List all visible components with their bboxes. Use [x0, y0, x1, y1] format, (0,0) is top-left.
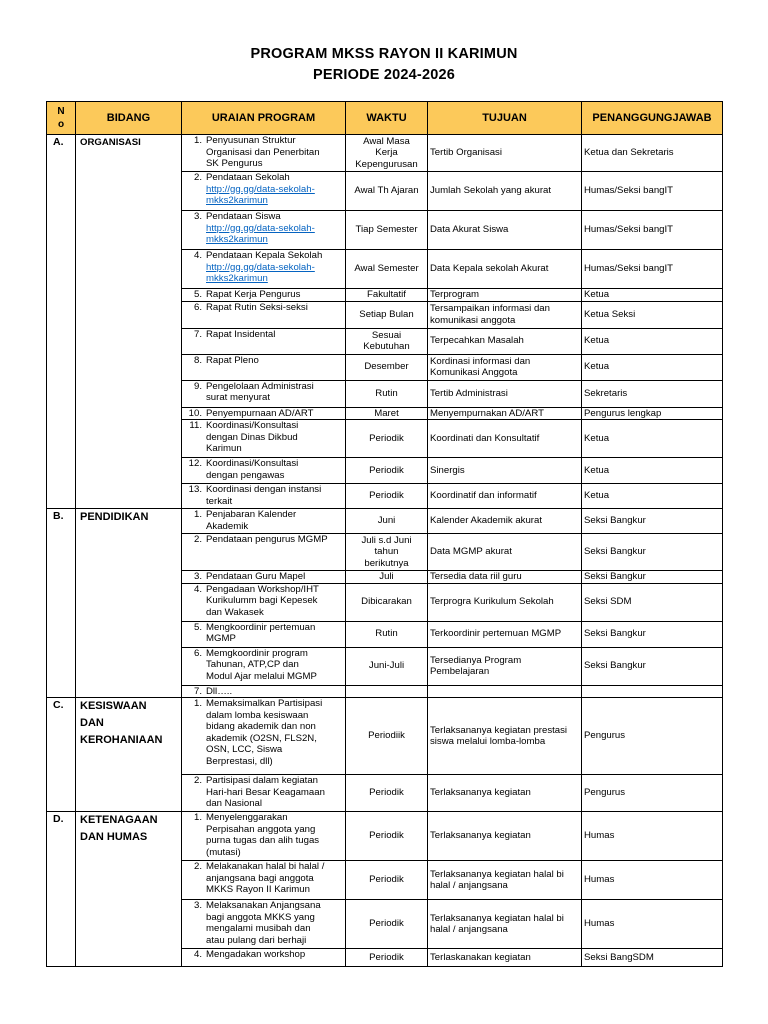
header-bidang: BIDANG: [76, 102, 182, 135]
penanggungjawab-cell: Ketua Seksi: [582, 301, 723, 328]
program-number: 4.: [193, 949, 202, 960]
program-number: 6.: [193, 301, 202, 313]
data-link[interactable]: http://gg.gg/data-sekolah- mkks2karimun: [206, 261, 315, 284]
program-cell: [182, 250, 346, 289]
program-text: Pengadaan Workshop/IHT Kurikulumm bagi Kepesek dan Wakasek: [206, 583, 319, 618]
table-row: [47, 698, 723, 775]
program-text: Koordinasi/Konsultasi dengan Dinas Dikbud Karimun: [206, 420, 299, 454]
program-number: 3.: [193, 571, 202, 582]
program-text: Mengkoordinir pertemuan MGMP: [206, 621, 316, 644]
tujuan-cell: Tertib Administrasi: [428, 380, 582, 407]
waktu-cell: Desember: [346, 354, 428, 380]
program-text: Menyelenggarakan Perpisahan anggota yang purna tugas dan alih tugas (mutasi): [206, 812, 320, 858]
penanggungjawab-cell: Pengurus: [582, 698, 723, 775]
penanggungjawab-cell: Humas: [582, 861, 723, 900]
section-code: D.: [47, 812, 76, 967]
tujuan-cell: Tersedia data riil guru: [428, 571, 582, 584]
tujuan-cell: Koordinati dan Konsultatif: [428, 420, 582, 458]
program-table: [46, 101, 723, 967]
section-code: C.: [47, 698, 76, 812]
table-row: [47, 812, 723, 861]
tujuan-cell: Tersedianya Program Pembelajaran: [428, 647, 582, 685]
program-number: 8.: [193, 354, 202, 366]
waktu-cell: Tiap Semester: [346, 211, 428, 250]
penanggungjawab-cell: Sekretaris: [582, 380, 723, 407]
program-cell: [182, 812, 346, 861]
program-cell: [182, 698, 346, 775]
program-number: 3.: [193, 211, 202, 222]
waktu-cell: Periodik: [346, 775, 428, 812]
waktu-cell: Periodik: [346, 420, 428, 458]
program-number: 2.: [193, 861, 202, 872]
penanggungjawab-cell: Seksi SDM: [582, 583, 723, 621]
table-row: [47, 135, 723, 172]
program-text: Melaksanakan Anjangsana bagi anggota MKKS yang mengalami musibah dan atau pulang dari berhaji: [206, 900, 321, 946]
waktu-cell: Juni-Juli: [346, 647, 428, 685]
penanggungjawab-cell: Ketua: [582, 354, 723, 380]
program-text: Rapat Pleno: [206, 354, 259, 366]
header-penanggungjawab: PENANGGUNGJAWAB: [582, 102, 723, 135]
tujuan-cell: Tersampaikan informasi dan komunikasi anggota: [428, 301, 582, 328]
waktu-cell: Periodik: [346, 861, 428, 900]
header-uraian: URAIAN PROGRAM: [182, 102, 346, 135]
program-cell: [182, 135, 346, 172]
program-text: Penyusunan Struktur Organisasi dan Penerbitan SK Pengurus: [206, 135, 320, 169]
tujuan-cell: Menyempurnakan AD/ART: [428, 407, 582, 420]
tujuan-cell: Terlaksananya kegiatan halal bi halal / anjangsana: [428, 861, 582, 900]
waktu-cell: Periodik: [346, 949, 428, 967]
program-text: Memgkoordinir program Tahunan, ATP,CP dan Modul Ajar melalui MGMP: [206, 647, 317, 682]
penanggungjawab-cell: Humas/Seksi bangIT: [582, 250, 723, 289]
waktu-cell: Dibicarakan: [346, 583, 428, 621]
waktu-cell: Fakultatif: [346, 289, 428, 302]
program-cell: [182, 900, 346, 949]
tujuan-cell: Kalender Akademik akurat: [428, 509, 582, 534]
tujuan-cell: Terlaksananya kegiatan prestasi siswa melalui lomba-lomba: [428, 698, 582, 775]
penanggungjawab-cell: Humas/Seksi bangIT: [582, 211, 723, 250]
waktu-cell: Maret: [346, 407, 428, 420]
waktu-cell: Awal Th Ajaran: [346, 172, 428, 211]
penanggungjawab-cell: Ketua: [582, 420, 723, 458]
penanggungjawab-cell: Seksi Bangkur: [582, 509, 723, 534]
tujuan-cell: Terkoordinir pertemuan MGMP: [428, 621, 582, 647]
program-cell: [182, 380, 346, 407]
tujuan-cell: [428, 685, 582, 698]
table-row: [47, 509, 723, 534]
program-number: 9.: [193, 380, 202, 392]
waktu-cell: Juni: [346, 509, 428, 534]
data-link[interactable]: http://gg.gg/data-sekolah- mkks2karimun: [206, 222, 315, 245]
program-number: 6.: [193, 647, 202, 659]
program-cell: [182, 949, 346, 967]
program-text: Melakanakan halal bi halal / anjangsana bagi anggota MKKS Rayon II Karimun: [206, 861, 325, 895]
program-number: 12.: [188, 458, 202, 469]
penanggungjawab-cell: Ketua: [582, 484, 723, 509]
program-cell: [182, 484, 346, 509]
waktu-cell: Juli s.d Juni tahun berikutnya: [346, 534, 428, 571]
section-code: A.: [47, 135, 76, 509]
section-name: ORGANISASI: [76, 135, 182, 509]
program-cell: [182, 647, 346, 685]
program-number: 2.: [193, 534, 202, 545]
program-cell: [182, 509, 346, 534]
penanggungjawab-cell: Pengurus: [582, 775, 723, 812]
waktu-cell: Sesuai Kebutuhan: [346, 328, 428, 354]
waktu-cell: Awal Semester: [346, 250, 428, 289]
program-text: Mengadakan workshop: [206, 949, 306, 960]
tujuan-cell: Sinergis: [428, 458, 582, 484]
program-text: Rapat Insidental: [206, 328, 276, 340]
program-text: Pendataan Siswa http://gg.gg/data-sekolah- mkks2karimun: [206, 211, 315, 245]
tujuan-cell: Koordinatif dan informatif: [428, 484, 582, 509]
header-tujuan: TUJUAN: [428, 102, 582, 135]
waktu-cell: Periodik: [346, 484, 428, 509]
waktu-cell: Periodik: [346, 812, 428, 861]
tujuan-cell: Terlaksananya kegiatan: [428, 775, 582, 812]
program-cell: [182, 407, 346, 420]
program-text: Partisipasi dalam kegiatan Hari-hari Besar Keagamaan dan Nasional: [206, 775, 325, 809]
tujuan-cell: Kordinasi informasi dan Komunikasi Anggota: [428, 354, 582, 380]
program-text: Memaksimalkan Partisipasi dalam lomba kesiswaan bidang akademik dan non akademik (O2SN, FLS2N, OSN, LCC, Siswa Berprestasi, dll): [206, 698, 323, 767]
program-cell: [182, 211, 346, 250]
section-name: PENDIDIKAN: [76, 509, 182, 698]
program-number: 7.: [193, 685, 202, 697]
tujuan-cell: Data Kepala sekolah Akurat: [428, 250, 582, 289]
tujuan-cell: Terlaksananya kegiatan halal bi halal / anjangsana: [428, 900, 582, 949]
program-cell: [182, 685, 346, 698]
program-cell: [182, 861, 346, 900]
program-cell: [182, 354, 346, 380]
header-no: N o: [47, 102, 76, 135]
header-waktu: WAKTU: [346, 102, 428, 135]
program-number: 13.: [188, 484, 202, 495]
waktu-cell: Rutin: [346, 380, 428, 407]
waktu-cell: [346, 685, 428, 698]
program-text: Koordinasi dengan instansi terkait: [206, 484, 322, 507]
tujuan-cell: Terprogram: [428, 289, 582, 302]
program-cell: [182, 420, 346, 458]
penanggungjawab-cell: Ketua: [582, 458, 723, 484]
section-name: KETENAGAAN DAN HUMAS: [76, 812, 182, 967]
waktu-cell: Periodiik: [346, 698, 428, 775]
program-text: Pendataan pengurus MGMP: [206, 534, 328, 545]
program-cell: [182, 328, 346, 354]
program-number: 1.: [193, 135, 202, 146]
penanggungjawab-cell: Pengurus lengkap: [582, 407, 723, 420]
program-number: 1.: [193, 698, 202, 709]
tujuan-cell: Terlaskanakan kegiatan: [428, 949, 582, 967]
program-number: 4.: [193, 250, 202, 261]
tujuan-cell: Data Akurat Siswa: [428, 211, 582, 250]
program-number: 11.: [189, 420, 202, 431]
program-number: 1.: [193, 812, 202, 823]
program-cell: [182, 301, 346, 328]
program-cell: [182, 534, 346, 571]
waktu-cell: Awal Masa Kerja Kepengurusan: [346, 135, 428, 172]
table-header-row: [47, 102, 723, 135]
program-number: 4.: [193, 583, 202, 595]
program-number: 3.: [193, 900, 202, 911]
penanggungjawab-cell: Ketua dan Sekretaris: [582, 135, 723, 172]
program-number: 7.: [193, 328, 202, 340]
program-text: Rapat Rutin Seksi-seksi: [206, 301, 308, 313]
penanggungjawab-cell: Seksi Bangkur: [582, 621, 723, 647]
tujuan-cell: Data MGMP akurat: [428, 534, 582, 571]
penanggungjawab-cell: Seksi Bangkur: [582, 571, 723, 584]
penanggungjawab-cell: Seksi BangSDM: [582, 949, 723, 967]
program-cell: [182, 621, 346, 647]
tujuan-cell: Jumlah Sekolah yang akurat: [428, 172, 582, 211]
document-subtitle: PERIODE 2024-2026: [312, 67, 456, 83]
program-number: 10.: [188, 407, 202, 419]
tujuan-cell: Terprogra Kurikulum Sekolah: [428, 583, 582, 621]
program-cell: [182, 775, 346, 812]
program-cell: [182, 458, 346, 484]
program-text: Koordinasi/Konsultasi dengan pengawas: [206, 458, 299, 481]
waktu-cell: Periodik: [346, 900, 428, 949]
section-code: B.: [47, 509, 76, 698]
program-cell: [182, 583, 346, 621]
program-number: 5.: [193, 289, 202, 300]
document-title: PROGRAM MKSS RAYON II KARIMUN: [250, 46, 518, 62]
section-name: KESISWAAN DAN KEROHANIAAN: [76, 698, 182, 812]
program-text: Pendataan Guru Mapel: [206, 571, 306, 582]
program-text: Pendataan Kepala Sekolah http://gg.gg/data-sekolah- mkks2karimun: [206, 250, 323, 284]
program-number: 1.: [193, 509, 202, 520]
program-text: Penyempurnaan AD/ART: [206, 407, 314, 419]
program-text: Pengelolaan Administrasi surat menyurat: [206, 380, 314, 403]
program-number: 5.: [193, 621, 202, 633]
waktu-cell: Juli: [346, 571, 428, 584]
penanggungjawab-cell: Ketua: [582, 289, 723, 302]
penanggungjawab-cell: [582, 685, 723, 698]
penanggungjawab-cell: Ketua: [582, 328, 723, 354]
program-number: 2.: [193, 775, 202, 786]
program-cell: [182, 289, 346, 302]
program-number: 2.: [193, 172, 202, 183]
penanggungjawab-cell: Humas: [582, 900, 723, 949]
program-cell: [182, 571, 346, 584]
tujuan-cell: Terlaksananya kegiatan: [428, 812, 582, 861]
waktu-cell: Periodik: [346, 458, 428, 484]
tujuan-cell: Terpecahkan Masalah: [428, 328, 582, 354]
tujuan-cell: Tertib Organisasi: [428, 135, 582, 172]
penanggungjawab-cell: Humas/Seksi bangIT: [582, 172, 723, 211]
program-text: Pendataan Sekolah http://gg.gg/data-sekolah- mkks2karimun: [206, 172, 315, 206]
waktu-cell: Setiap Bulan: [346, 301, 428, 328]
penanggungjawab-cell: Seksi Bangkur: [582, 534, 723, 571]
program-text: Penjabaran Kalender Akademik: [206, 509, 297, 532]
program-cell: [182, 172, 346, 211]
penanggungjawab-cell: Seksi Bangkur: [582, 647, 723, 685]
waktu-cell: Rutin: [346, 621, 428, 647]
program-text: Rapat Kerja Pengurus: [206, 289, 301, 300]
program-text: Dll…..: [206, 685, 233, 697]
penanggungjawab-cell: Humas: [582, 812, 723, 861]
data-link[interactable]: http://gg.gg/data-sekolah- mkks2karimun: [206, 183, 315, 206]
